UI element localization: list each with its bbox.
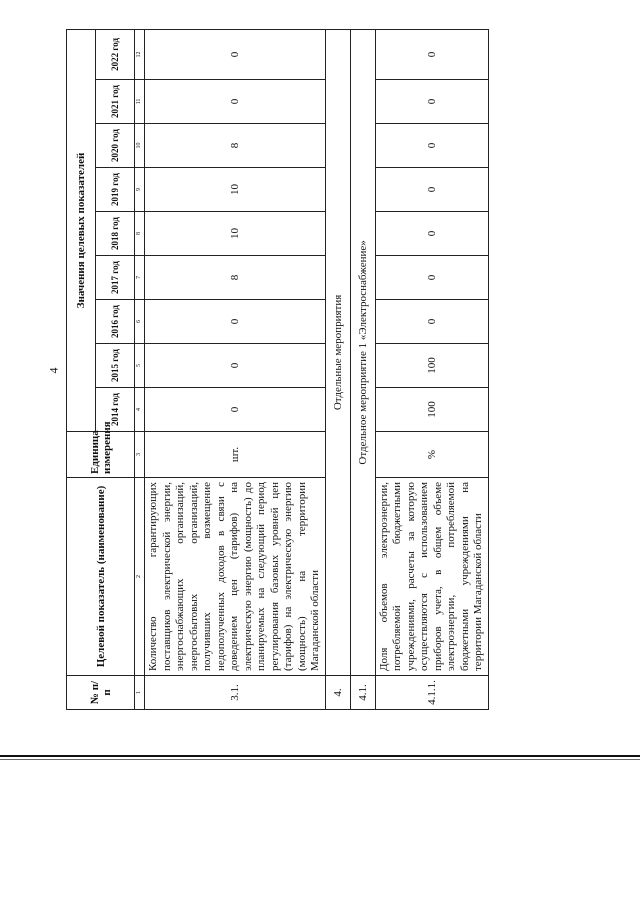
- column-number: 5: [135, 344, 145, 388]
- header-year-2015: 2015 год: [96, 344, 135, 388]
- header-year-2016: 2016 год: [96, 300, 135, 344]
- row-value: 0: [375, 80, 488, 124]
- row-value: 0: [145, 344, 326, 388]
- header-values-group: Значения целевых показателей: [67, 29, 96, 431]
- row-value: 10: [145, 168, 326, 212]
- row-unit: %: [375, 432, 488, 478]
- rotated-page-content: [66, 30, 613, 710]
- bottom-rule-thin: [0, 759, 640, 760]
- row-value: 10: [145, 212, 326, 256]
- header-year-2021: 2021 год: [96, 80, 135, 124]
- indicators-table: [66, 29, 489, 710]
- column-number: 3: [135, 432, 145, 478]
- section-row: [350, 29, 375, 709]
- table-row: [375, 29, 488, 709]
- section-title: Отдельное мероприятие 1 «Электроснабжение»: [350, 29, 375, 675]
- column-number: 2: [135, 478, 145, 676]
- row-unit: шт.: [145, 432, 326, 478]
- table-row: [145, 29, 326, 709]
- row-value: 100: [375, 344, 488, 388]
- section-title: Отдельные мероприятия: [325, 29, 350, 675]
- row-code: 4.: [325, 676, 350, 710]
- bottom-rule: [0, 755, 640, 757]
- row-description: Доля объемов электроэнергии, потребляемой бюджетными учреждениями, расчеты за которую осуществляются с использованием приборов учета, в общем объеме электроэнергии, потребляемой бюджетными учреждениями на территории Магаданской области: [375, 478, 488, 676]
- header-indicator: Целевой показатель (наименование): [67, 478, 135, 676]
- row-value: 8: [145, 124, 326, 168]
- column-number: 4: [135, 388, 145, 432]
- column-number: 7: [135, 256, 145, 300]
- row-value: 0: [145, 29, 326, 79]
- column-number: 12: [135, 29, 145, 79]
- row-value: 0: [375, 300, 488, 344]
- column-numbers-row: [135, 29, 145, 709]
- row-value: 0: [145, 80, 326, 124]
- section-row: [325, 29, 350, 709]
- row-value: 0: [145, 388, 326, 432]
- column-number: 8: [135, 212, 145, 256]
- row-value: 0: [375, 212, 488, 256]
- row-value: 8: [145, 256, 326, 300]
- header-unit: Единица измерения: [67, 432, 135, 478]
- header-year-2019: 2019 год: [96, 168, 135, 212]
- row-value: 0: [375, 168, 488, 212]
- header-year-2018: 2018 год: [96, 212, 135, 256]
- row-code: 3.1.: [145, 676, 326, 710]
- row-value: 0: [375, 256, 488, 300]
- header-year-2020: 2020 год: [96, 124, 135, 168]
- column-number: 9: [135, 168, 145, 212]
- row-value: 0: [375, 124, 488, 168]
- page-number: 4: [46, 367, 61, 374]
- row-value: 0: [145, 300, 326, 344]
- row-description: Количество гарантирующих поставщиков электрической энергии, энергоснабжающих организаций, энергосбытовых организаций, получивших возмещение недополученных доходов в связи с доведением цен (тарифов) на электрическую энергию (мощность) до планируемых на следующий период регулирования базовых уровней цен (тарифов) на электрическую энергию (мощность) на территории Магаданской области: [145, 478, 326, 676]
- column-number: 10: [135, 124, 145, 168]
- column-number: 1: [135, 676, 145, 710]
- row-value: 0: [375, 29, 488, 79]
- header-year-2017: 2017 год: [96, 256, 135, 300]
- row-code: 4.1.1.: [375, 676, 488, 710]
- row-code: 4.1.: [350, 676, 375, 710]
- column-number: 6: [135, 300, 145, 344]
- header-num: № п/п: [67, 676, 135, 710]
- row-value: 100: [375, 388, 488, 432]
- column-number: 11: [135, 80, 145, 124]
- header-year-2014: 2014 год: [96, 388, 135, 432]
- header-year-2022: 2022 год: [96, 29, 135, 79]
